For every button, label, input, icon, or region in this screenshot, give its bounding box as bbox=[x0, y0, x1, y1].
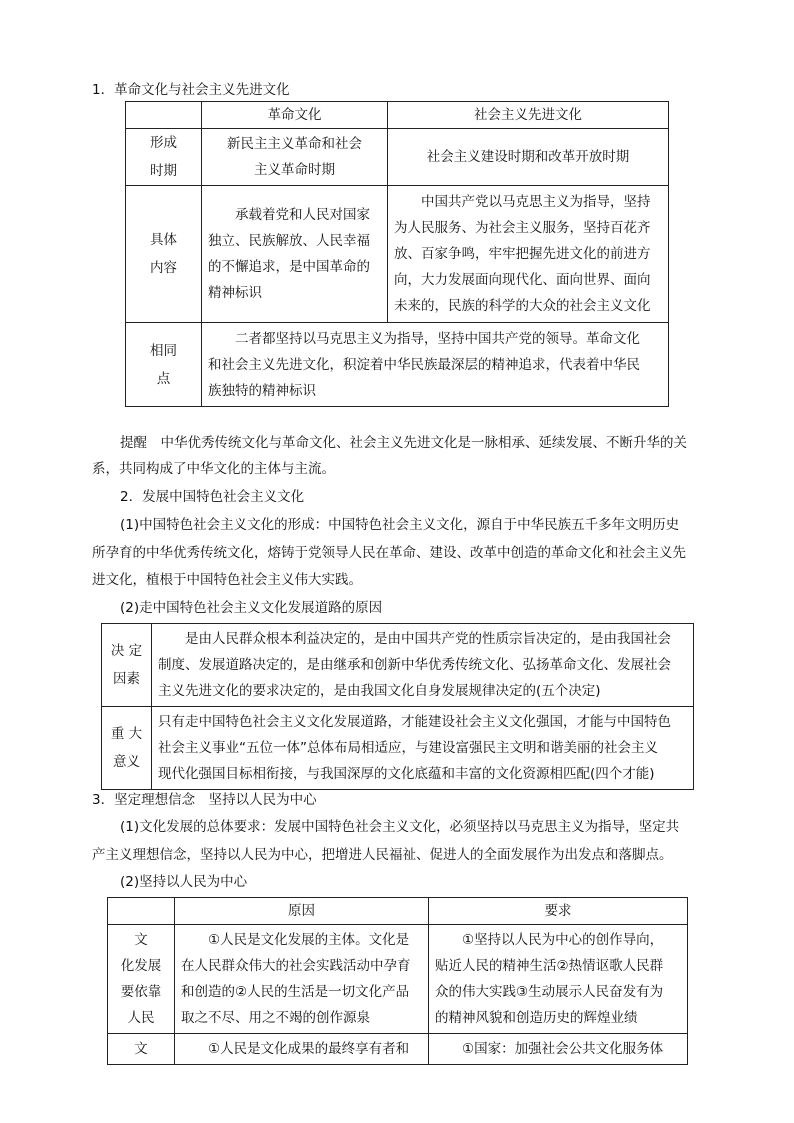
column-header-reason: 原因 bbox=[175, 898, 429, 925]
s3-paragraph-1-line-1: (1)文化发展的总体要求：发展中国特色社会主义文化，必须坚持以马克思主义为指导，坚定共 bbox=[120, 819, 680, 835]
table-culture-comparison bbox=[125, 101, 669, 407]
cell-reason-2: ①人民是文化成果的最终享有者和 bbox=[175, 1034, 429, 1065]
row-label-period: 形成 时期 bbox=[126, 129, 202, 186]
table-people-centered bbox=[107, 897, 688, 1065]
row-label-common: 相同 点 bbox=[126, 323, 202, 407]
row-label-rely-on-people: 文 化发展 要依靠 人民 bbox=[108, 925, 175, 1034]
s2-paragraph-1-line-1: (1)中国特色社会主义文化的形成：中国特色社会主义文化，源自于中华民族五千多年文明历史 bbox=[120, 517, 680, 533]
table-corner-cell bbox=[108, 898, 175, 925]
cell-determinants: 是由人民群众根本利益决定的，是由中国共产党的性质宗旨决定的，是由我国社会 制度、发展道路决定的，是由继承和创新中华优秀传统文化、弘扬革命文化、发展社会 主义先进文化的要求决定的，是由我国文化自身发展规律决定的(五个决定) bbox=[152, 624, 694, 707]
cell-content-revolutionary: 承载着党和人民对国家 独立、民族解放、人民幸福 的不懈追求，是中国革命的 精神标识 bbox=[202, 186, 388, 323]
column-header-socialist: 社会主义先进文化 bbox=[388, 102, 669, 129]
cell-significance: 只有走中国特色社会主义文化发展道路，才能建设社会主义文化强国，才能与中国特色 社会主义事业“五位一体”总体布局相适应，与建设富强民主文明和谐美丽的社会主义 现代化强国目标相衔接，与我国深厚的文化底蕴和丰富的文化资源相匹配(四个才能) bbox=[152, 707, 694, 790]
s3-paragraph-1-line-2: 产主义理想信念，坚持以人民为中心，把增进人民福祉、促进人的全面发展作为出发点和落脚点。 bbox=[92, 847, 673, 863]
cell-common-points: 二者都坚持以马克思主义为指导，坚持中国共产党的领导。革命文化 和社会主义先进文化，积淀着中华民族最深层的精神追求，代表着中华民 族独特的精神标识 bbox=[202, 323, 669, 407]
s2-paragraph-1-line-2: 所孕育的中华优秀传统文化，熔铸于党领导人民在革命、建设、改革中创造的革命文化和社会主义先 bbox=[92, 545, 686, 561]
cell-requirement-2: ①国家：加强社会公共文化服务体 bbox=[429, 1034, 688, 1065]
column-header-requirement: 要求 bbox=[429, 898, 688, 925]
cell-content-socialist: 中国共产党以马克思主义为指导，坚持 为人民服务、为社会主义服务，坚持百花齐 放、百家争鸣，牢牢把握先进文化的前进方 向，大力发展面向现代化、面向世界、面向 未来的，民族的科学的大众的社会主义文化 bbox=[388, 186, 669, 323]
column-header-revolutionary: 革命文化 bbox=[202, 102, 388, 129]
row-label-2: 文 bbox=[108, 1034, 175, 1065]
cell-period-socialist: 社会主义建设时期和改革开放时期 bbox=[388, 129, 669, 186]
row-label-significance: 重 大 意义 bbox=[102, 707, 152, 790]
row-label-determinants: 决 定 因素 bbox=[102, 624, 152, 707]
cell-period-revolutionary: 新民主主义革命和社会 主义革命时期 bbox=[202, 129, 388, 186]
tip-line-2: 系，共同构成了中华文化的主体与主流。 bbox=[92, 461, 335, 477]
tip-line-1: 提醒 中华优秀传统文化与革命文化、社会主义先进文化是一脉相承、延续发展、不断升华的关 bbox=[120, 435, 687, 451]
s2-paragraph-2: (2)走中国特色社会主义文化发展道路的原因 bbox=[120, 600, 383, 616]
s3-paragraph-2: (2)坚持以人民为中心 bbox=[120, 874, 248, 890]
section-1-heading: 1．革命文化与社会主义先进文化 bbox=[92, 82, 290, 98]
s2-paragraph-1-line-3: 进文化，植根于中国特色社会主义伟大实践。 bbox=[92, 572, 362, 588]
section-2-heading: 2．发展中国特色社会主义文化 bbox=[120, 489, 305, 505]
cell-reason-1: ①人民是文化发展的主体。文化是 在人民群众伟大的社会实践活动中孕育 和创造的②人民的生活是一切文化产品 取之不尽、用之不竭的创作源泉 bbox=[175, 925, 429, 1034]
table-corner-cell bbox=[126, 102, 202, 129]
section-3-heading: 3．坚定理想信念 坚持以人民为中心 bbox=[92, 792, 317, 808]
table-development-path bbox=[101, 623, 694, 790]
row-label-content: 具体 内容 bbox=[126, 186, 202, 323]
cell-requirement-1: ①坚持以人民为中心的创作导向， 贴近人民的精神生活②热情讴歌人民群 众的伟大实践③生动展示人民奋发有为 的精神风貌和创造历史的辉煌业绩 bbox=[429, 925, 688, 1034]
